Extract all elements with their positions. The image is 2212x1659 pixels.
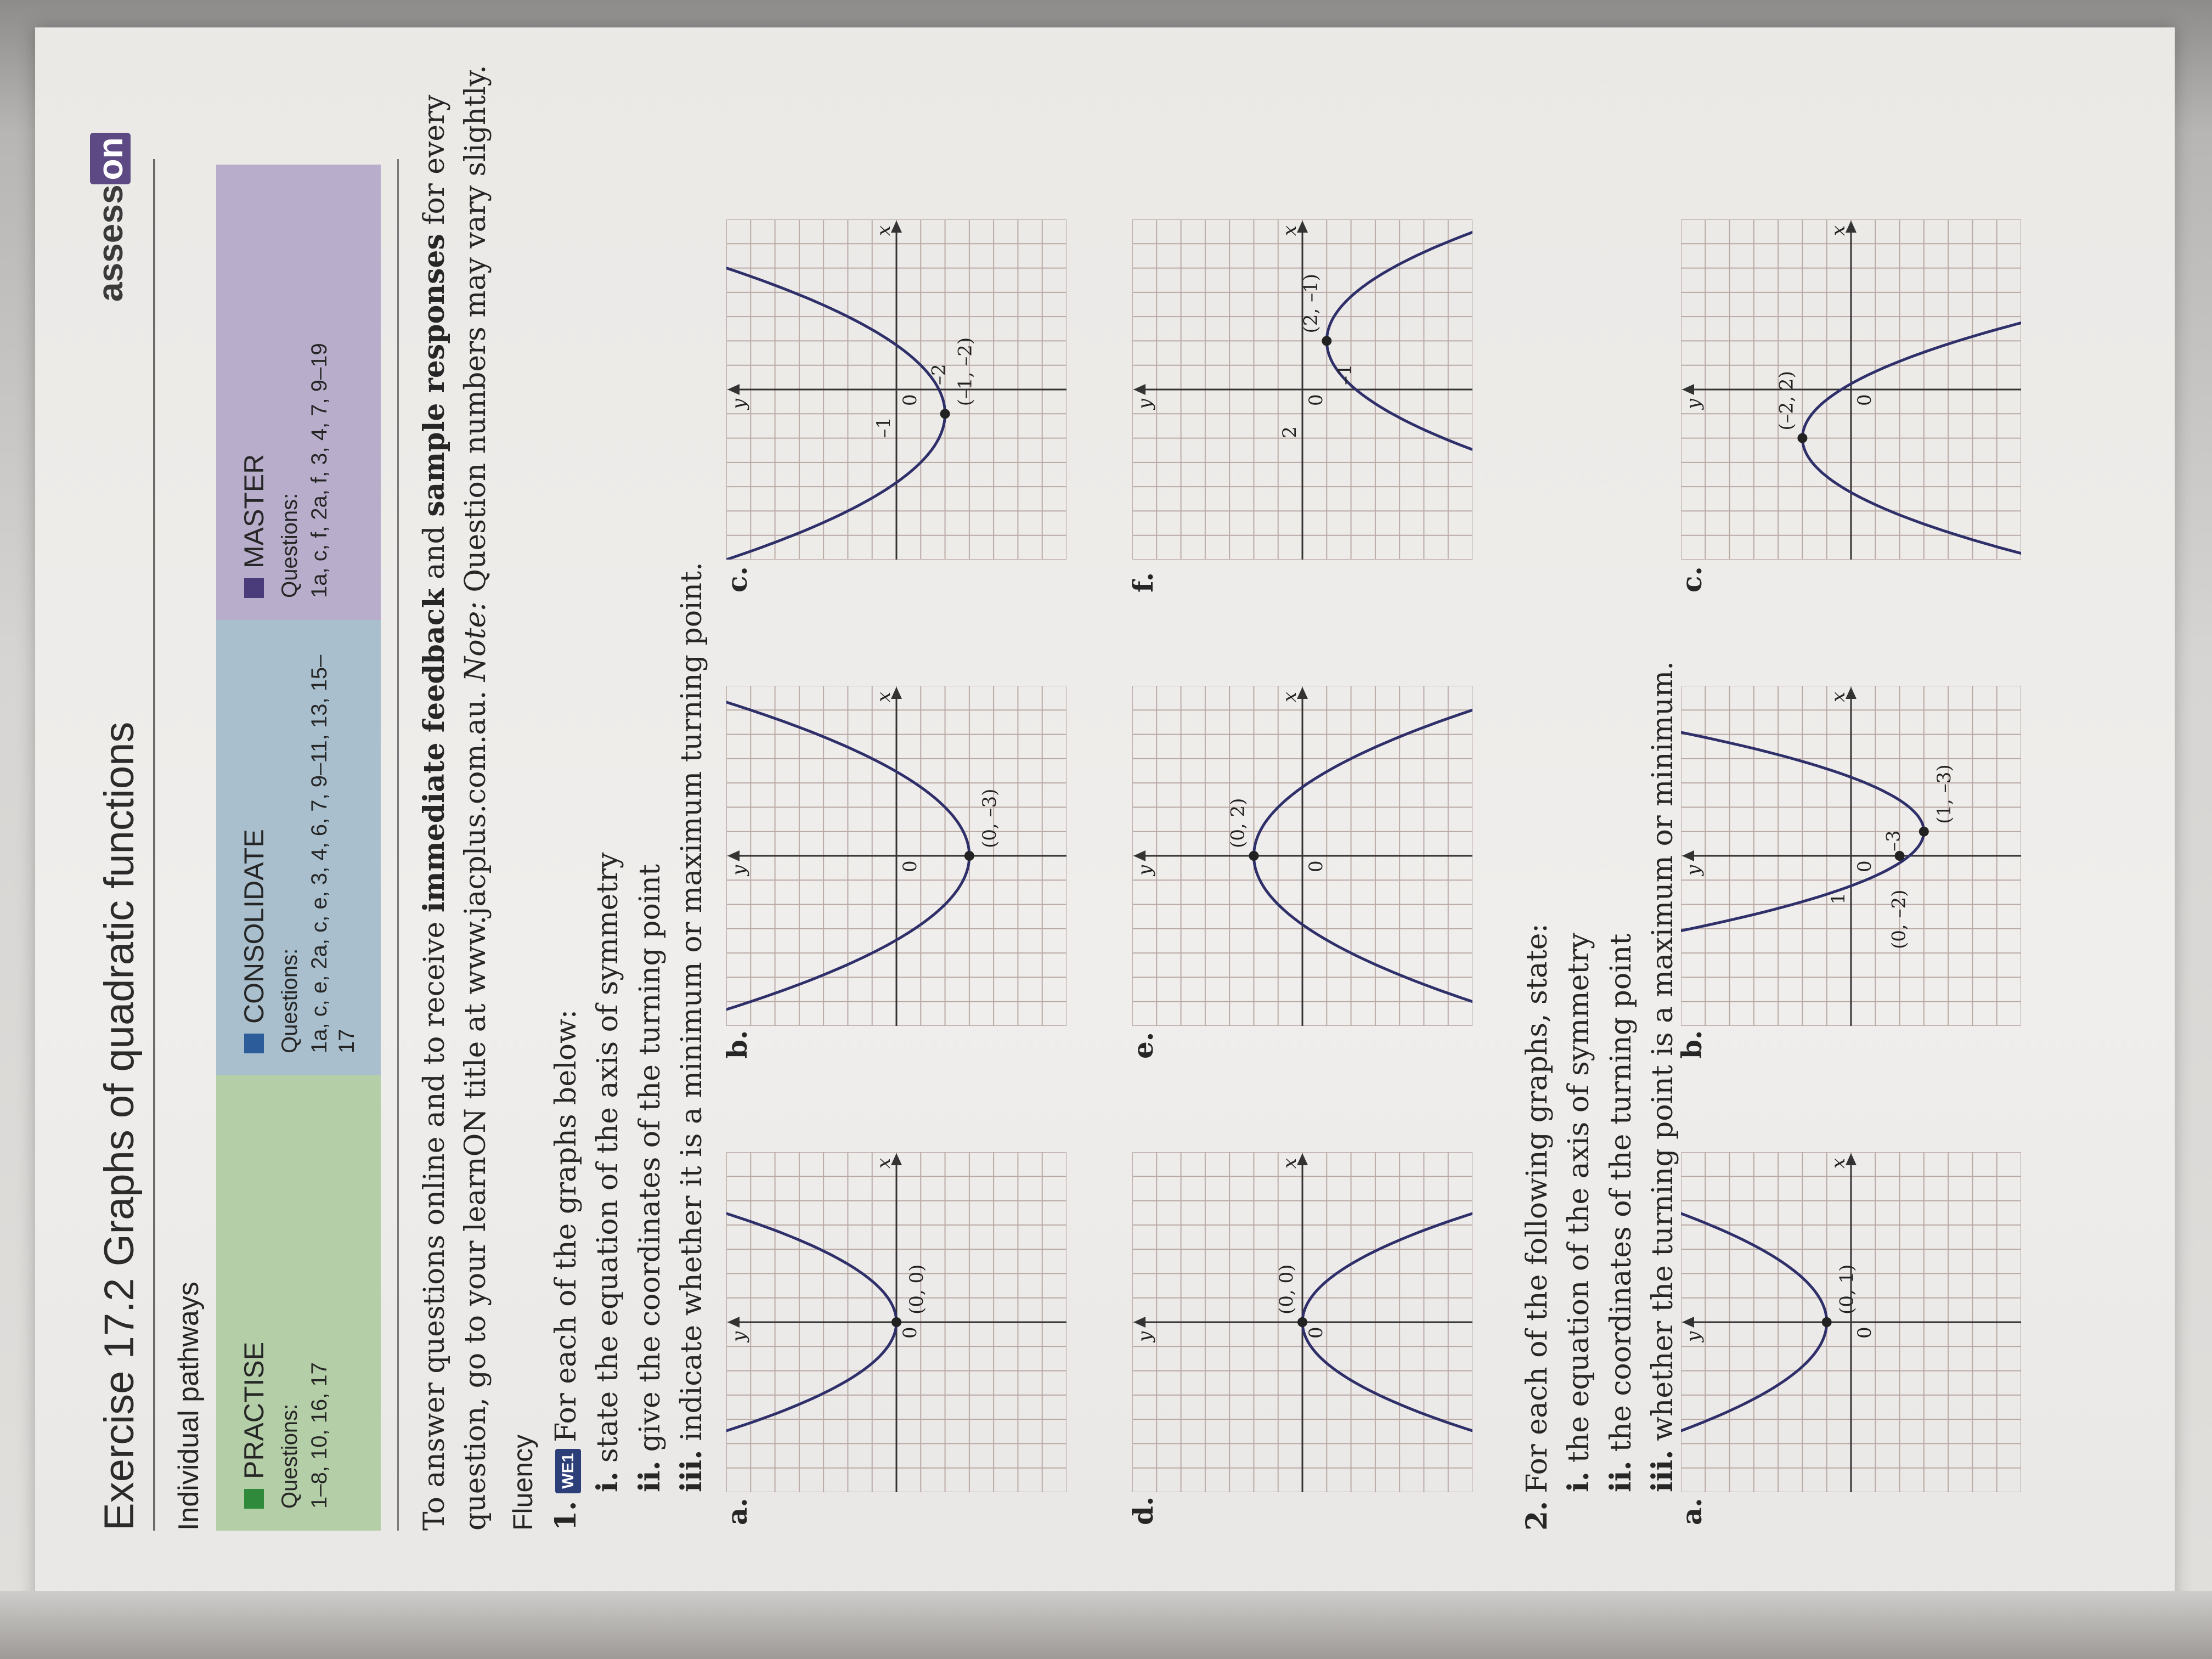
tick-label: –1 [873,416,895,438]
pathways-divider [397,159,399,1531]
intro-text: To answer questions online and to receive [418,912,451,1531]
question-stem: For each of the graphs below: [550,1009,583,1442]
graph-label: f. [1127,572,1159,592]
practise-square-icon [244,1489,264,1509]
turning-point-label: (–2, 2) [1775,371,1798,431]
pathways-heading: Individual pathways [173,1282,205,1531]
y-arrow-icon [1682,850,1694,861]
question-item: ii.the coordinates of the turning point [1604,933,1638,1492]
y-arrow-icon [1682,384,1694,395]
turning-point-label: (0, 0) [906,1264,928,1314]
y-axis-label: y [1683,865,1705,876]
pathway-label: CONSOLIDATE [239,829,269,1024]
origin-label: 0 [1854,1327,1876,1339]
consolidate-square-icon [244,1034,264,1053]
x-axis-label: x [1827,225,1849,236]
y-arrow-icon [727,1317,740,1328]
question-stem: For each of the following graphs, state: [1521,923,1554,1493]
x-axis-label: x [873,691,895,702]
turning-point-dot [1322,336,1331,346]
graph-svg [1681,1152,2021,1492]
turning-point-dot [1822,1317,1832,1327]
origin-label: 0 [899,394,921,406]
intro-bold: sample responses [417,234,451,517]
intro-paragraph [414,49,497,1531]
question-item: i.the equation of the axis of symmetry [1562,933,1596,1492]
title-divider [153,159,155,1531]
origin-label: 0 [1854,860,1876,872]
turning-point-dot [1297,1317,1307,1327]
logo-suffix: on [90,133,131,184]
origin-label: 0 [1305,1327,1327,1339]
graph-svg [726,219,1066,560]
pathway-practise [216,1075,381,1531]
textbook-page [35,27,2175,1629]
parabola-graph [1132,686,1475,1026]
intro-text: Question numbers may vary slightly. [459,65,493,602]
logo-prefix: assess [91,184,130,302]
x-axis-label: x [1827,1158,1849,1169]
y-axis-label: y [728,398,750,409]
book-spine-shadow [0,1591,2212,1659]
turning-point-dot [940,409,950,419]
intro-text: for every question, go to your learnON title at www.jacplus.com.au. [418,94,493,1531]
y-arrow-icon [1133,850,1146,861]
question-item: iii.indicate whether it is a minimum or maximum turning point. [675,562,709,1492]
turning-point-label: (2, –1) [1300,274,1322,334]
parabola-graph [726,686,1069,1026]
question-2 [1516,661,1684,1531]
graph-svg [1132,1152,1472,1492]
turning-point-dot [1797,433,1807,443]
assesson-logo [90,133,131,302]
origin-label: 0 [899,1327,921,1339]
y-axis-label: y [728,1331,750,1342]
turning-point-label: (0, 0) [1276,1264,1297,1314]
question-item: ii.give the coordinates of the turning point [633,864,667,1492]
pathway-label: PRACTISE [239,1341,269,1479]
turning-point-label: (0, 1) [1836,1264,1858,1314]
x-axis-label: x [1827,691,1849,702]
parabola-graph [1681,219,2023,560]
tick-label: –1 [1334,364,1356,385]
y-arrow-icon [727,850,740,861]
parabola-graph [1132,219,1475,560]
tick-label: –3 [1882,830,1905,851]
parabola-graph [1681,686,2023,1026]
question-number: 2. [1520,1500,1554,1531]
graph-svg [726,686,1066,1026]
pathway-sub: Questions: [278,493,302,598]
y-axis-label: y [1134,1331,1156,1342]
parabola-graph [726,1152,1069,1492]
origin-label: 0 [899,860,921,872]
pathway-consolidate [216,620,381,1075]
turning-point-dot [891,1317,901,1327]
pathway-sub: Questions: [278,948,302,1053]
intercept-label: (0, –2) [1888,889,1910,949]
y-arrow-icon [1682,1317,1694,1328]
pathway-list: 1a, c, f, 2a, f, 3, 4, 7, 9–19 [307,343,331,598]
graph-svg [1132,219,1472,560]
worked-example-badge: WE1 [555,1449,582,1493]
parabola-graph [1681,1152,2023,1492]
origin-label: 0 [1305,860,1327,872]
tick-label: 1 [1827,892,1849,905]
master-square-icon [244,578,264,598]
pathway-list: 1a, c, e, 2a, c, e, 3, 4, 6, 7, 9–11, 13, 15–17 [307,654,359,1053]
parabola-graph [726,219,1069,560]
origin-label: 0 [1854,394,1876,406]
x-axis-label: x [1279,225,1301,236]
question-item: iii.whether the turning point is a maximum or minimum. [1646,661,1680,1492]
turning-point-dot [1249,851,1259,861]
turning-point-dot [1919,827,1929,837]
parabola-graph [1132,1152,1475,1492]
intro-note-label: Note: [459,601,493,682]
y-axis-label: y [1683,1331,1705,1342]
x-axis-label: x [1279,1158,1301,1169]
graph-label: d. [1127,1496,1159,1525]
section-heading-fluency: Fluency [507,1434,538,1531]
origin-label: 0 [1305,394,1327,406]
pathway-label: MASTER [239,454,269,568]
graph-label: a. [1675,1498,1708,1525]
y-arrow-icon [727,384,740,395]
y-axis-label: y [1134,398,1156,409]
graph-svg [726,1152,1066,1492]
y-axis-label: y [728,865,750,876]
x-axis-label: x [873,225,895,236]
turning-point-dot [964,851,974,861]
question-1 [545,562,713,1531]
pathway-sub: Questions: [278,1403,302,1509]
graph-label: e. [1127,1031,1159,1059]
pathway-list: 1–8, 10, 16, 17 [307,1362,331,1509]
graph-label: c. [721,566,753,592]
tick-label: –2 [928,364,950,385]
intercept-dot [1895,851,1905,861]
question-item: i.state the equation of the axis of symmetry [591,852,625,1492]
graph-svg [1681,686,2021,1026]
intro-bold: immediate feedback [417,588,451,913]
tick-label: 2 [1279,426,1301,438]
x-axis-label: x [873,1158,895,1169]
graph-label: c. [1675,566,1708,592]
page-title: Exercise 17.2 Graphs of quadratic functions [96,721,143,1531]
y-axis-label: y [1134,865,1156,876]
turning-point-label: (0, –3) [978,788,1001,848]
graph-label: b. [1675,1030,1708,1059]
question-number: 1. [549,1500,583,1531]
y-axis-label: y [1683,398,1705,409]
y-arrow-icon [1133,1317,1146,1328]
turning-point-label: (0, 2) [1227,798,1249,848]
intro-text: and [418,516,451,589]
graph-svg [1132,686,1472,1026]
pathway-master [216,165,381,620]
graph-label: b. [721,1030,753,1059]
x-axis-label: x [1279,691,1301,702]
turning-point-label: (–1, –2) [954,337,977,407]
graph-label: a. [721,1498,753,1525]
graph-svg [1681,219,2021,560]
turning-point-label: (1, –3) [1933,764,1955,824]
y-arrow-icon [1133,384,1146,395]
